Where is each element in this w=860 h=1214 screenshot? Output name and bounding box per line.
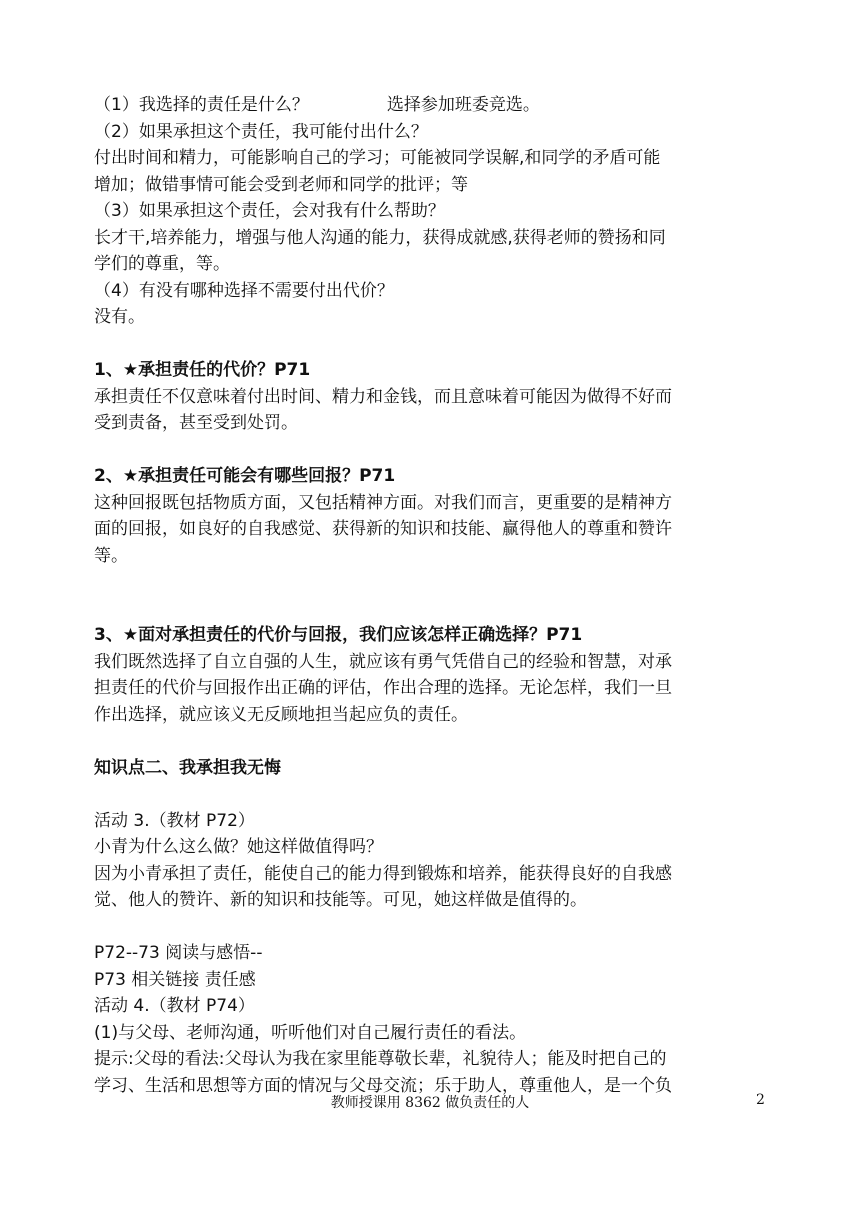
answer-line: 付出时间和精力，可能影响自己的学习；可能被同学误解,和同学的矛盾可能 bbox=[94, 148, 661, 168]
activity-4-title: 活动 4.（教材 P74） bbox=[94, 996, 255, 1016]
activity-3-question: 小青为什么这么做？她这样做值得吗？ bbox=[94, 837, 383, 857]
body-line: 学习、生活和思想等方面的情况与父母交流；乐于助人，尊重他人，是一个负 bbox=[94, 1075, 672, 1096]
body-line: 等。 bbox=[94, 545, 128, 566]
body-line: (1)与父母、老师沟通，听听他们对自己履行责任的看法。 bbox=[94, 1022, 527, 1043]
answer-line: 增加；做错事情可能会受到老师和同学的批评；等 bbox=[94, 174, 468, 195]
body-line: 我们既然选择了自立自强的人生，就应该有勇气凭借自己的经验和智慧，对承 bbox=[94, 651, 672, 672]
body-line: 作出选择，就应该义无反顾地担当起应负的责任。 bbox=[94, 704, 468, 725]
answer-line: 长才干,培养能力，增强与他人沟通的能力，获得成就感,获得老师的赞扬和同 bbox=[94, 227, 666, 248]
question-1 bbox=[94, 92, 772, 119]
page-content bbox=[94, 92, 772, 1099]
activity-3-title: 活动 3.（教材 P72） bbox=[94, 810, 255, 831]
answer-line: 学们的尊重，等。 bbox=[94, 254, 230, 274]
body-line: 提示:父母的看法:父母认为我在家里能尊敬长辈，礼貌待人；能及时把自己的 bbox=[94, 1049, 667, 1069]
question-3: （3）如果承担这个责任，会对我有什么帮助？ bbox=[94, 201, 445, 221]
question-1-text: （1）我选择的责任是什么？ bbox=[94, 95, 309, 115]
heading-1: 1、★承担责任的代价？P71 bbox=[94, 360, 311, 380]
heading-2: 2、★承担责任可能会有哪些回报？P71 bbox=[94, 466, 396, 486]
question-2: （2）如果承担这个责任，我可能付出什么？ bbox=[94, 121, 428, 142]
section-heading: 知识点二、我承担我无悔 bbox=[94, 757, 281, 778]
question-4: （4）有没有哪种选择不需要付出代价？ bbox=[94, 280, 394, 301]
body-line: 因为小青承担了责任，能使自己的能力得到锻炼和培养，能获得良好的自我感 bbox=[94, 863, 672, 884]
link-reference: P73 相关链接 责任感 bbox=[94, 969, 256, 990]
body-line: 觉、他人的赞许、新的知识和技能等。可见，她这样做是值得的。 bbox=[94, 890, 587, 910]
reading-reference: P72--73 阅读与感悟-- bbox=[94, 943, 263, 963]
body-line: 担责任的代价与回报作出正确的评估，作出合理的选择。无论怎样，我们一旦 bbox=[94, 678, 672, 698]
body-line: 面的回报，如良好的自我感觉、获得新的知识和技能、赢得他人的尊重和赞许 bbox=[94, 519, 672, 539]
page-number: 2 bbox=[756, 1092, 765, 1108]
question-1-answer: 选择参加班委竞选。 bbox=[386, 95, 540, 115]
body-line: 这种回报既包括物质方面，又包括精神方面。对我们而言，更重要的是精神方 bbox=[94, 492, 672, 513]
heading-3: 3、★面对承担责任的代价与回报，我们应该怎样正确选择？P71 bbox=[94, 625, 583, 645]
body-line: 受到责备，甚至受到处罚。 bbox=[94, 413, 298, 433]
answer-line: 没有。 bbox=[94, 307, 145, 327]
footer-text: 教师授课用 8362 做负责任的人 bbox=[330, 1095, 530, 1111]
body-line: 承担责任不仅意味着付出时间、精力和金钱，而且意味着可能因为做得不好而 bbox=[94, 386, 672, 407]
